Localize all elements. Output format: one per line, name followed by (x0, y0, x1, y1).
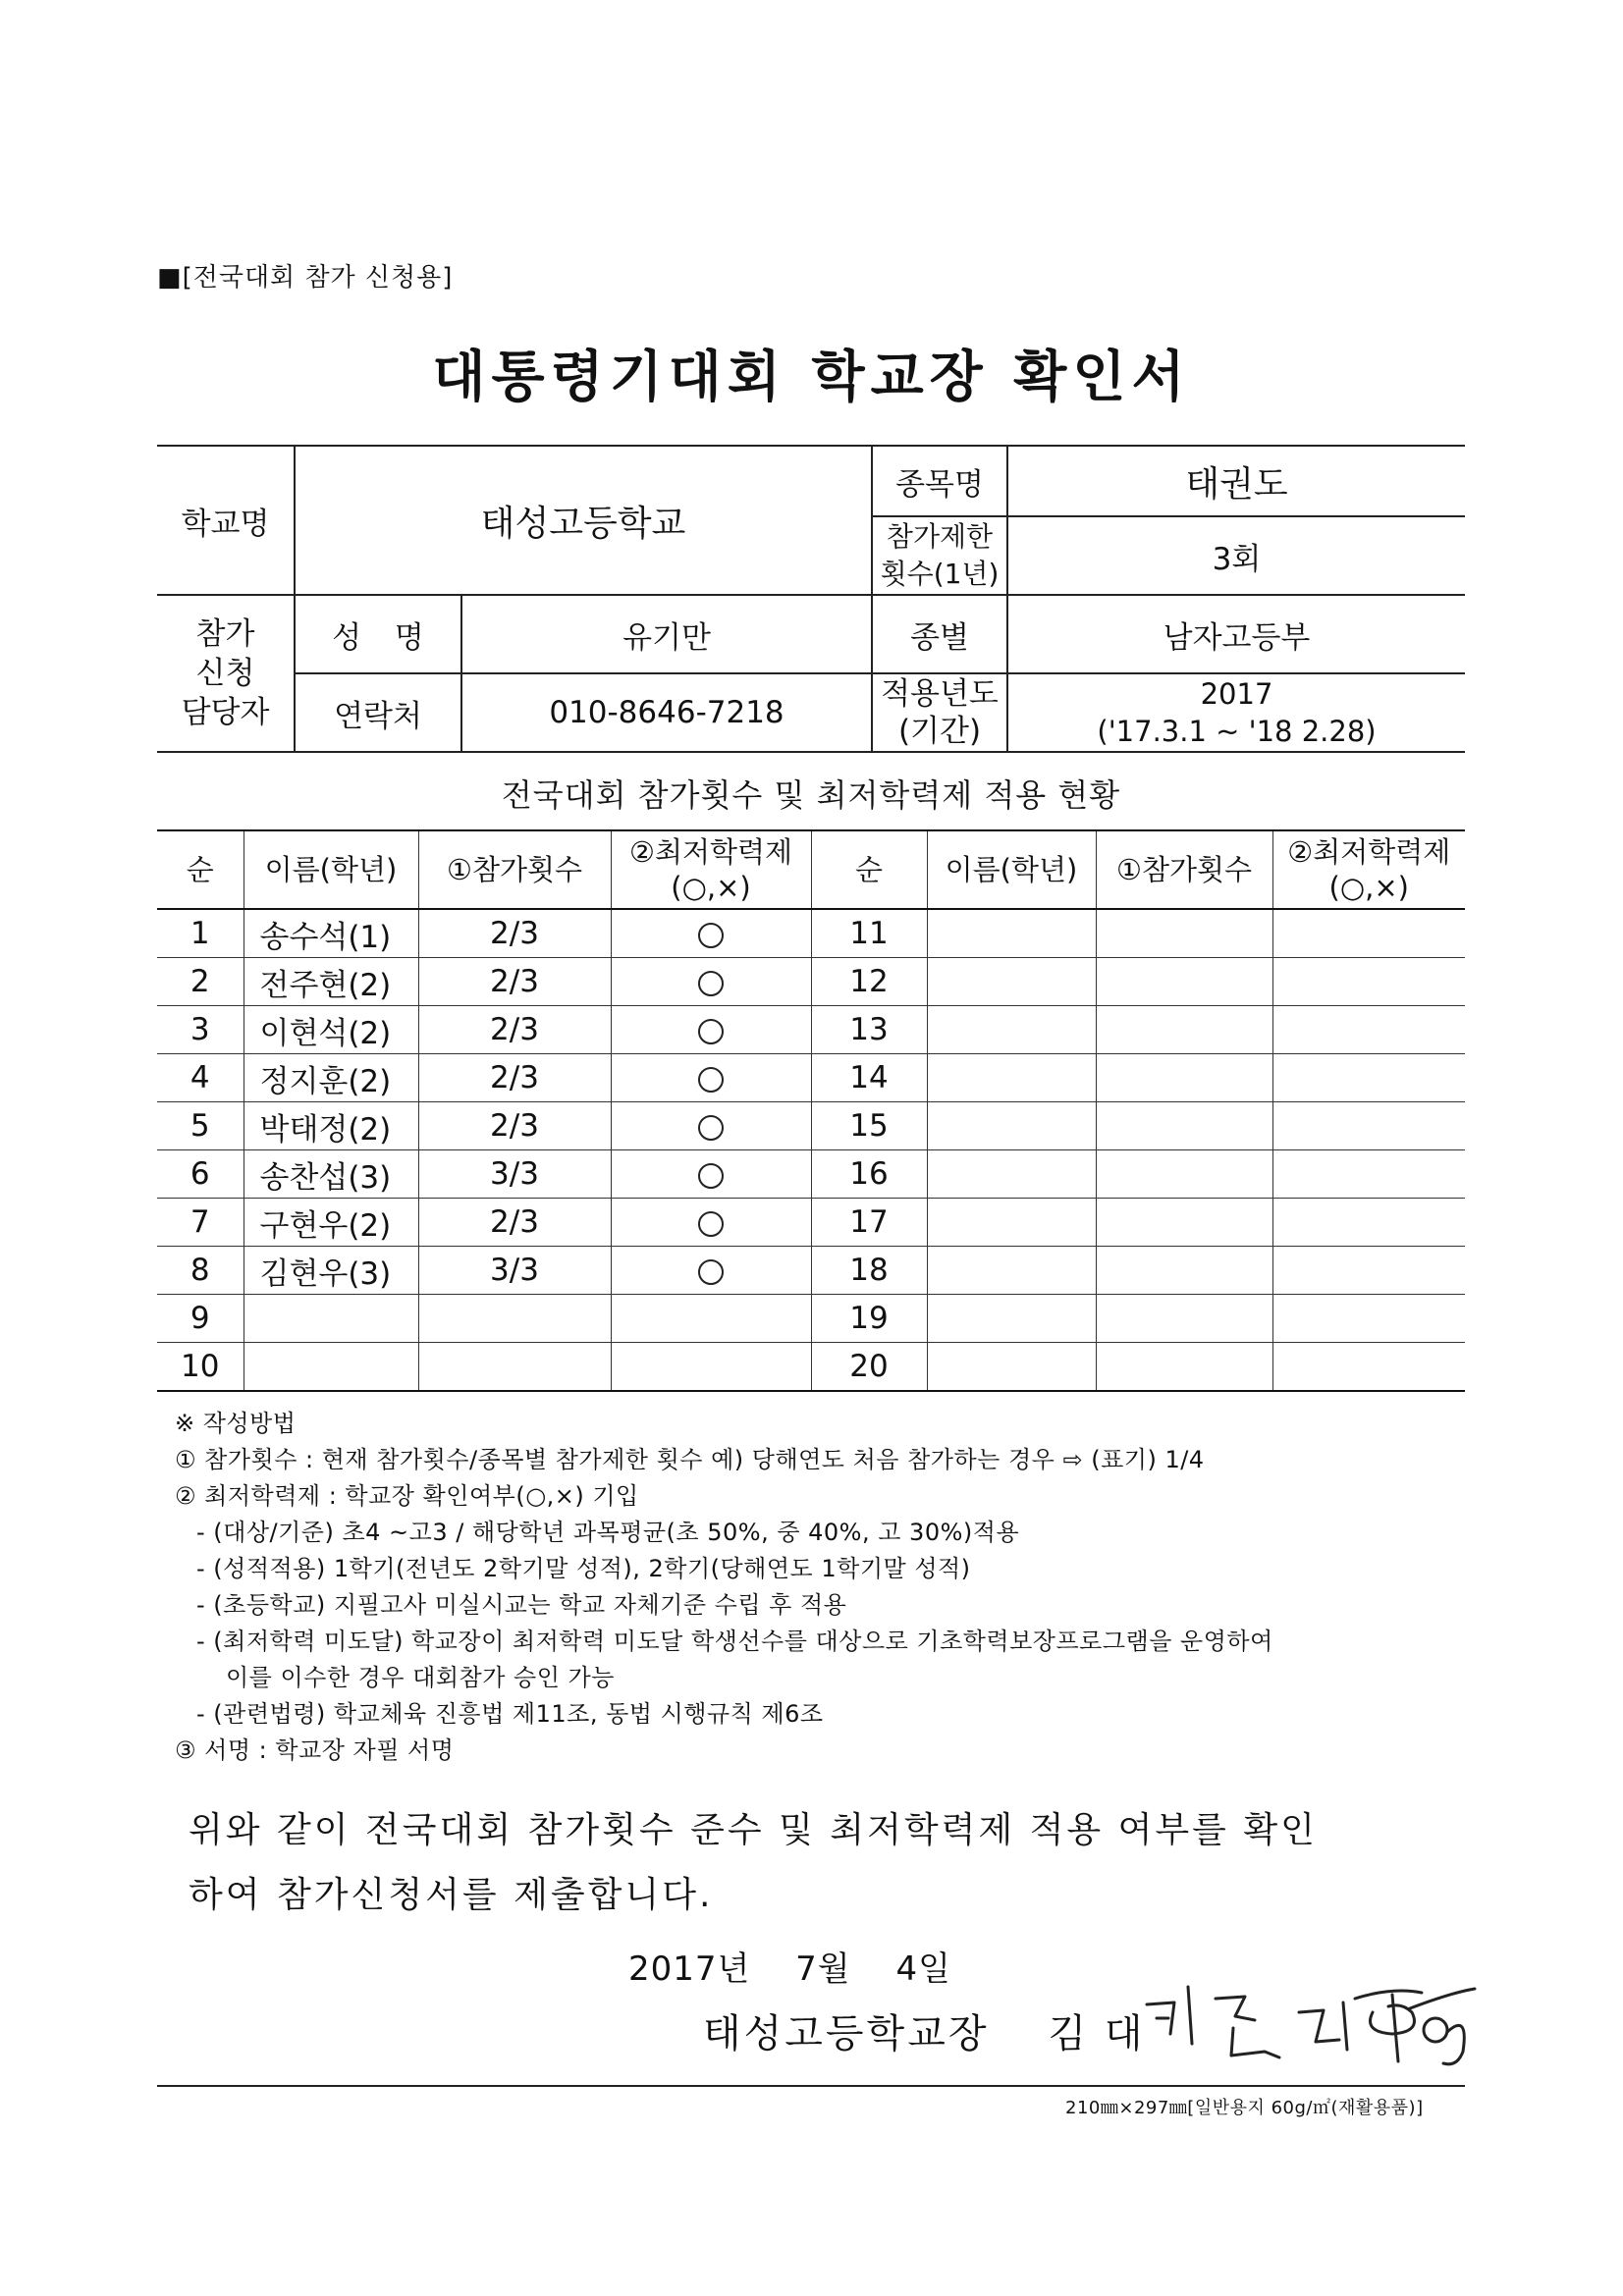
statement-line-1: 위와 같이 전국대회 참가횟수 준수 및 최저학력제 적용 여부를 확인 (189, 1810, 1318, 1850)
row-count: 3/3 (418, 1247, 611, 1295)
row-mark (611, 909, 811, 958)
circle-mark (698, 1019, 724, 1044)
row-mark-2 (1272, 958, 1465, 1006)
circle-mark (698, 971, 724, 996)
sport-value: 태권도 (1007, 446, 1465, 516)
contact-label: 연락처 (295, 673, 461, 752)
row-name (243, 1343, 418, 1392)
school-value: 태성고등학교 (295, 446, 872, 595)
circle-mark (698, 1211, 724, 1237)
row-mark (611, 1102, 811, 1150)
header-count: ①참가횟수 (418, 830, 611, 909)
row-mark-2 (1272, 1343, 1465, 1392)
row-no-2: 18 (811, 1247, 927, 1295)
row-no-2: 15 (811, 1102, 927, 1150)
row-name: 전주현(2) (243, 958, 418, 1006)
row-mark (611, 958, 811, 1006)
row-count-2 (1096, 1006, 1272, 1054)
instructions-heading: ※ 작성방법 (175, 1410, 297, 1437)
row-mark-2 (1272, 1295, 1465, 1343)
table-row (157, 1295, 1465, 1343)
year-label (872, 673, 1007, 752)
row-count: 2/3 (418, 1199, 611, 1247)
row-no-2: 20 (811, 1343, 927, 1392)
signer-title (703, 2002, 1145, 2058)
row-no: 2 (157, 958, 243, 1006)
instructions (175, 1406, 1471, 1769)
row-count-2 (1096, 1247, 1272, 1295)
row-name-2 (927, 1102, 1096, 1150)
row-mark-2 (1272, 1054, 1465, 1102)
row-name-2 (927, 1054, 1096, 1102)
header-count-2: ①참가횟수 (1096, 830, 1272, 909)
info-table (157, 445, 1465, 753)
row-count-2 (1096, 909, 1272, 958)
row-name-2 (927, 958, 1096, 1006)
table-row (157, 1150, 1465, 1199)
year-label-line-1: 적용년도 (881, 676, 999, 712)
table-row (157, 1102, 1465, 1150)
sport-label: 종목명 (872, 446, 1007, 516)
section-title: 전국대회 참가횟수 및 최저학력제 적용 현황 (501, 776, 1121, 814)
row-mark-2 (1272, 1247, 1465, 1295)
instruction-item-3: ③ 서명 : 학교장 자필 서명 (175, 1736, 455, 1764)
row-mark-2 (1272, 909, 1465, 958)
row-mark-2 (1272, 1102, 1465, 1150)
row-no-2: 17 (811, 1199, 927, 1247)
row-name-2 (927, 1150, 1096, 1199)
signer-school: 태성고등학교장 (703, 2011, 990, 2056)
row-no-2: 13 (811, 1006, 927, 1054)
row-name: 정지훈(2) (243, 1054, 418, 1102)
row-no-2: 16 (811, 1150, 927, 1199)
year-label-line-2: (기간) (897, 714, 982, 749)
row-count: 2/3 (418, 909, 611, 958)
confirmation-statement (189, 1798, 1465, 1928)
row-no: 9 (157, 1295, 243, 1343)
circle-mark (698, 1259, 724, 1285)
row-no: 5 (157, 1102, 243, 1150)
school-label: 학교명 (157, 446, 295, 595)
row-count: 2/3 (418, 958, 611, 1006)
header-min-level (611, 830, 811, 909)
row-count-2 (1096, 1343, 1272, 1392)
category-value: 남자고등부 (1007, 595, 1465, 673)
contact-value: 010-8646-7218 (461, 673, 872, 752)
manager-label-line-3: 담당자 (181, 695, 270, 730)
row-no: 7 (157, 1199, 243, 1247)
paper-spec: 210㎜×297㎜[일반용지 60g/㎡(재활용품)] (1065, 2098, 1424, 2118)
table-row (157, 1054, 1465, 1102)
row-count-2 (1096, 1199, 1272, 1247)
row-no-2: 12 (811, 958, 927, 1006)
row-mark-2 (1272, 1199, 1465, 1247)
row-mark (611, 1295, 811, 1343)
row-mark (611, 1150, 811, 1199)
row-name: 구현우(2) (243, 1199, 418, 1247)
row-count: 2/3 (418, 1102, 611, 1150)
row-no-2: 14 (811, 1054, 927, 1102)
row-mark-2 (1272, 1006, 1465, 1054)
instruction-sub-grades: - (성적적용) 1학기(전년도 2학기말 성적), 2학기(당해연도 1학기말 성적) (196, 1555, 971, 1582)
circle-mark (698, 1115, 724, 1141)
handwritten-signature (1098, 1973, 1510, 2081)
row-mark (611, 1054, 811, 1102)
row-name-2 (927, 1199, 1096, 1247)
instruction-item-2: ② 최저학력제 : 학교장 확인여부(○,×) 기입 (175, 1482, 639, 1510)
row-name-2 (927, 909, 1096, 958)
row-no: 6 (157, 1150, 243, 1199)
name-label: 성 명 (295, 595, 461, 673)
row-count (418, 1343, 611, 1392)
row-no: 10 (157, 1343, 243, 1392)
row-count (418, 1295, 611, 1343)
row-name: 이현석(2) (243, 1006, 418, 1054)
participation-table (157, 829, 1465, 1392)
instruction-sub-law: - (관련법령) 학교체육 진흥법 제11조, 동법 시행규칙 제6조 (196, 1700, 824, 1728)
row-mark (611, 1247, 811, 1295)
row-count: 3/3 (418, 1150, 611, 1199)
instruction-sub-below-minimum-cont: 이를 이수한 경우 대회참가 승인 가능 (226, 1664, 615, 1691)
bottom-rule (157, 2085, 1465, 2087)
row-name (243, 1295, 418, 1343)
year-value-line-2: ('17.3.1 ~ '18 2.28) (1097, 715, 1377, 748)
instruction-sub-elementary: - (초등학교) 지필고사 미실시교는 학교 자체기준 수립 후 적용 (196, 1591, 847, 1619)
header-no-2: 순 (811, 830, 927, 909)
header-name: 이름(학년) (243, 830, 418, 909)
row-count-2 (1096, 1054, 1272, 1102)
year-value (1007, 673, 1465, 752)
limit-value: 3회 (1007, 516, 1465, 595)
category-label: 종별 (872, 595, 1007, 673)
header-min-level-2-line-1: ②최저학력제 (1287, 835, 1451, 869)
instruction-item-1: ① 참가횟수 : 현재 참가횟수/종목별 참가제한 횟수 예) 당해연도 처음 참가하는 경우 ⇨ (표기) 1/4 (175, 1446, 1205, 1473)
row-mark-2 (1272, 1150, 1465, 1199)
row-name-2 (927, 1247, 1096, 1295)
row-count-2 (1096, 1102, 1272, 1150)
circle-mark (698, 1067, 724, 1093)
row-count-2 (1096, 1295, 1272, 1343)
signer-name: 김 대 (1048, 2011, 1146, 2056)
manager-label-line-1: 참가 (195, 616, 255, 652)
instruction-sub-below-minimum: - (최저학력 미도달) 학교장이 최저학력 미도달 학생선수를 대상으로 기초학력보장프로그램을 운영하여 (196, 1628, 1273, 1655)
manager-label-line-2: 신청 (195, 656, 255, 691)
circle-mark (698, 923, 724, 948)
row-no-2: 11 (811, 909, 927, 958)
row-mark (611, 1199, 811, 1247)
table-row (157, 1006, 1465, 1054)
row-name: 김현우(3) (243, 1247, 418, 1295)
document-title: 대통령기대회 학교장 확인서 (432, 346, 1191, 409)
form-tag: ■[전국대회 참가 신청용] (157, 263, 454, 293)
row-name: 박태정(2) (243, 1102, 418, 1150)
table-row (157, 1343, 1465, 1392)
manager-label (157, 595, 295, 752)
row-no-2: 19 (811, 1295, 927, 1343)
table-row (157, 1199, 1465, 1247)
row-count: 2/3 (418, 1054, 611, 1102)
header-min-level-2-line-2: (○,×) (1328, 871, 1409, 904)
limit-label (872, 516, 1007, 595)
header-min-level-2 (1272, 830, 1465, 909)
row-name: 송수석(1) (243, 909, 418, 958)
header-no: 순 (157, 830, 243, 909)
row-count: 2/3 (418, 1006, 611, 1054)
statement-line-2: 하여 참가신청서를 제출합니다. (189, 1875, 714, 1915)
row-mark (611, 1006, 811, 1054)
table-row (157, 909, 1465, 958)
name-value: 유기만 (461, 595, 872, 673)
table-row (157, 958, 1465, 1006)
row-mark (611, 1343, 811, 1392)
circle-mark (698, 1163, 724, 1189)
table-row (157, 1247, 1465, 1295)
header-name-2: 이름(학년) (927, 830, 1096, 909)
row-name-2 (927, 1343, 1096, 1392)
row-count-2 (1096, 958, 1272, 1006)
year-value-line-1: 2017 (1200, 677, 1273, 711)
row-no: 1 (157, 909, 243, 958)
row-name: 송찬섭(3) (243, 1150, 418, 1199)
instruction-sub-target: - (대상/기준) 초4 ~고3 / 해당학년 과목평균(초 50%, 중 40%, 고 30%)적용 (196, 1519, 1020, 1546)
limit-label-line-2: 횟수(1년) (880, 558, 1000, 590)
row-name-2 (927, 1006, 1096, 1054)
header-min-level-line-1: ②최저학력제 (628, 835, 793, 869)
limit-label-line-1: 참가제한 (886, 520, 994, 553)
row-no: 8 (157, 1247, 243, 1295)
row-no: 4 (157, 1054, 243, 1102)
row-no: 3 (157, 1006, 243, 1054)
header-min-level-line-2: (○,×) (671, 871, 751, 904)
document-date: 2017년 7월 4일 (628, 1949, 951, 1989)
row-name-2 (927, 1295, 1096, 1343)
row-count-2 (1096, 1150, 1272, 1199)
